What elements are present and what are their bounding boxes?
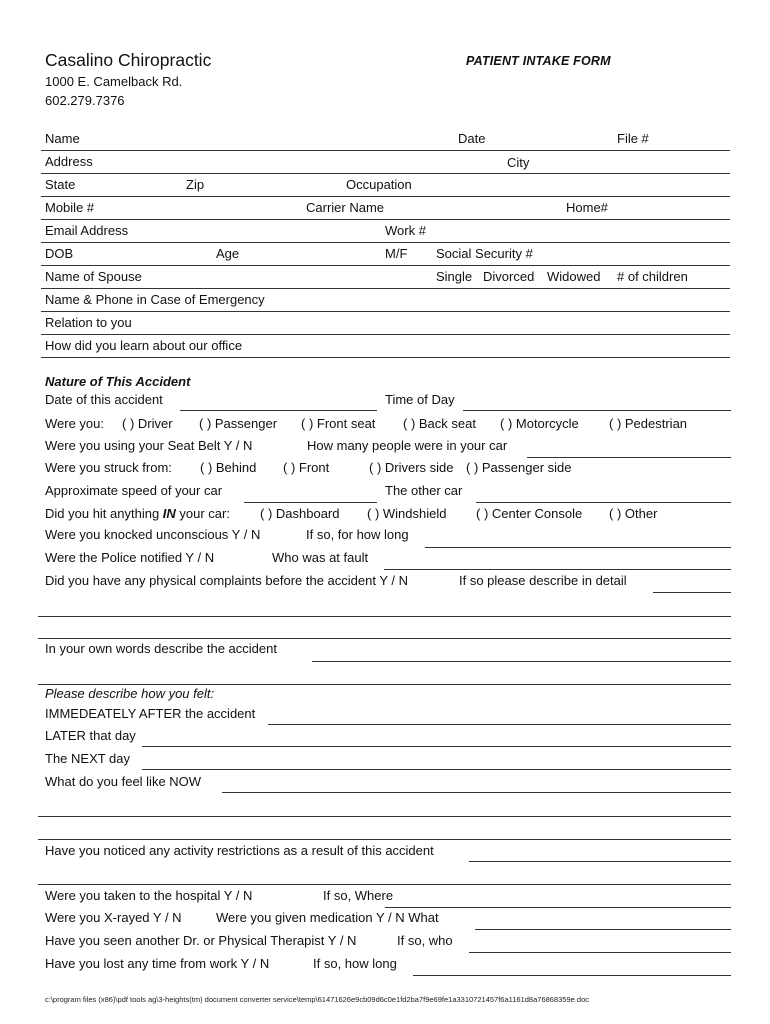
emergency-field-line[interactable] <box>41 311 730 312</box>
next-day-label: The NEXT day <box>45 751 131 766</box>
other-car-label: The other car <box>385 483 463 498</box>
people-count-label: How many people were in your car <box>307 438 508 453</box>
carrier-label: Carrier Name <box>306 200 385 215</box>
medication-line[interactable] <box>475 929 731 930</box>
police-question: Were the Police notified Y / N <box>45 550 215 565</box>
now-line-2[interactable] <box>38 816 731 817</box>
work-phone-label: Work # <box>385 223 426 238</box>
how-long-line[interactable] <box>425 547 731 548</box>
xray-question: Were you X-rayed Y / N <box>45 910 182 925</box>
practice-phone: 602.279.7376 <box>45 93 125 108</box>
accident-date-label: Date of this accident <box>45 392 163 407</box>
struck-from-label: Were you struck from: <box>45 460 172 475</box>
accident-heading: Nature of This Accident <box>45 374 191 389</box>
restrictions-line-2[interactable] <box>38 884 731 885</box>
dob-label: DOB <box>45 246 74 261</box>
lost-long-label: If so, how long <box>313 956 397 971</box>
file-label: File # <box>617 131 649 146</box>
fault-label: Who was at fault <box>272 550 369 565</box>
pedestrian-option[interactable]: ( ) Pedestrian <box>609 416 688 431</box>
occupation-label: Occupation <box>346 177 412 192</box>
time-of-day-label: Time of Day <box>385 392 455 407</box>
describe-detail-label: If so please describe in detail <box>459 573 627 588</box>
relation-field-line[interactable] <box>41 334 730 335</box>
complaints-line-2[interactable] <box>38 616 731 617</box>
form-title: PATIENT INTAKE FORM <box>466 54 611 68</box>
passenger-option[interactable]: ( ) Passenger <box>199 416 278 431</box>
divorced-option[interactable]: Divorced <box>483 269 535 284</box>
learn-label: How did you learn about our office <box>45 338 243 353</box>
were-you-label: Were you: <box>45 416 105 431</box>
windshield-option[interactable]: ( ) Windshield <box>367 506 447 521</box>
seatbelt-question: Were you using your Seat Belt Y / N <box>45 438 253 453</box>
practice-address: 1000 E. Camelback Rd. <box>45 74 183 89</box>
spouse-field-line[interactable] <box>41 288 730 289</box>
footer-file-path: c:\program files (x86)\pdf tools ag\3-heights(tm) document converter service\temp\61471626e9cb09d6c0e1fd2ba7f9e69fe1a3310721457f6a1161d8a76868359e.doc <box>45 995 589 1004</box>
dashboard-option[interactable]: ( ) Dashboard <box>260 506 340 521</box>
children-label: # of children <box>617 269 688 284</box>
complaints-line[interactable] <box>653 592 731 593</box>
medication-question: Were you given medication Y / N What <box>216 910 439 925</box>
where-line[interactable] <box>385 907 731 908</box>
state-field-line[interactable] <box>41 196 730 197</box>
age-label: Age <box>216 246 240 261</box>
other-option[interactable]: ( ) Other <box>609 506 658 521</box>
front-seat-option[interactable]: ( ) Front seat <box>301 416 376 431</box>
restrictions-line[interactable] <box>469 861 731 862</box>
name-label: Name <box>45 131 80 146</box>
learn-field-line[interactable] <box>41 357 730 358</box>
widowed-option[interactable]: Widowed <box>547 269 601 284</box>
who-line[interactable] <box>469 952 731 953</box>
sex-label: M/F <box>385 246 408 261</box>
email-field-line[interactable] <box>41 242 730 243</box>
people-count-line[interactable] <box>527 457 731 458</box>
zip-label: Zip <box>186 177 205 192</box>
spouse-label: Name of Spouse <box>45 269 142 284</box>
state-label: State <box>45 177 76 192</box>
where-label: If so, Where <box>323 888 394 903</box>
front-option[interactable]: ( ) Front <box>283 460 330 475</box>
how-long-label: If so, for how long <box>306 527 409 542</box>
speed-label: Approximate speed of your car <box>45 483 223 498</box>
fault-line[interactable] <box>384 569 731 570</box>
doctor-question: Have you seen another Dr. or Physical Therapist Y / N <box>45 933 357 948</box>
immediately-label: IMMEDEATELY AFTER the accident <box>45 706 256 721</box>
next-day-line[interactable] <box>142 769 731 770</box>
time-of-day-line[interactable] <box>463 410 731 411</box>
mobile-field-line[interactable] <box>41 219 730 220</box>
now-line-3[interactable] <box>38 839 731 840</box>
complaints-line-3[interactable] <box>38 638 731 639</box>
own-words-line[interactable] <box>312 661 731 662</box>
own-words-label: In your own words describe the accident <box>45 641 277 656</box>
center-console-option[interactable]: ( ) Center Console <box>476 506 583 521</box>
lost-time-question: Have you lost any time from work Y / N <box>45 956 270 971</box>
speed-line[interactable] <box>244 502 377 503</box>
single-option[interactable]: Single <box>436 269 473 284</box>
now-line[interactable] <box>222 792 731 793</box>
unconscious-question: Were you knocked unconscious Y / N <box>45 527 261 542</box>
restrictions-question: Have you noticed any activity restrictions as a result of this accident <box>45 843 434 858</box>
complaints-question: Did you have any physical complaints before the accident Y / N <box>45 573 409 588</box>
hit-anything-question: Did you hit anything IN your car: <box>45 506 230 521</box>
name-field-line[interactable] <box>41 150 730 151</box>
home-phone-label: Home# <box>566 200 608 215</box>
address-label: Address <box>45 154 93 169</box>
mobile-label: Mobile # <box>45 200 95 215</box>
hospital-question: Were you taken to the hospital Y / N <box>45 888 253 903</box>
date-label: Date <box>458 131 486 146</box>
lost-long-line[interactable] <box>413 975 731 976</box>
emergency-label: Name & Phone in Case of Emergency <box>45 292 265 307</box>
accident-date-line[interactable] <box>180 410 377 411</box>
behind-option[interactable]: ( ) Behind <box>200 460 257 475</box>
ssn-label: Social Security # <box>436 246 533 261</box>
practice-name: Casalino Chiropractic <box>45 50 212 70</box>
driver-option[interactable]: ( ) Driver <box>122 416 173 431</box>
address-field-line[interactable] <box>41 173 730 174</box>
relation-label: Relation to you <box>45 315 132 330</box>
who-label: If so, who <box>397 933 453 948</box>
now-label: What do you feel like NOW <box>45 774 202 789</box>
email-label: Email Address <box>45 223 129 238</box>
drivers-side-option[interactable]: ( ) Drivers side <box>369 460 454 475</box>
city-label: City <box>507 155 530 170</box>
other-car-line[interactable] <box>476 502 731 503</box>
passenger-side-option[interactable]: ( ) Passenger side <box>466 460 572 475</box>
back-seat-option[interactable]: ( ) Back seat <box>403 416 476 431</box>
dob-field-line[interactable] <box>41 265 730 266</box>
immediately-line[interactable] <box>268 724 731 725</box>
feelings-heading: Please describe how you felt: <box>45 686 215 701</box>
later-label: LATER that day <box>45 728 136 743</box>
own-words-line-2[interactable] <box>38 684 731 685</box>
motorcycle-option[interactable]: ( ) Motorcycle <box>500 416 579 431</box>
later-line[interactable] <box>142 746 731 747</box>
